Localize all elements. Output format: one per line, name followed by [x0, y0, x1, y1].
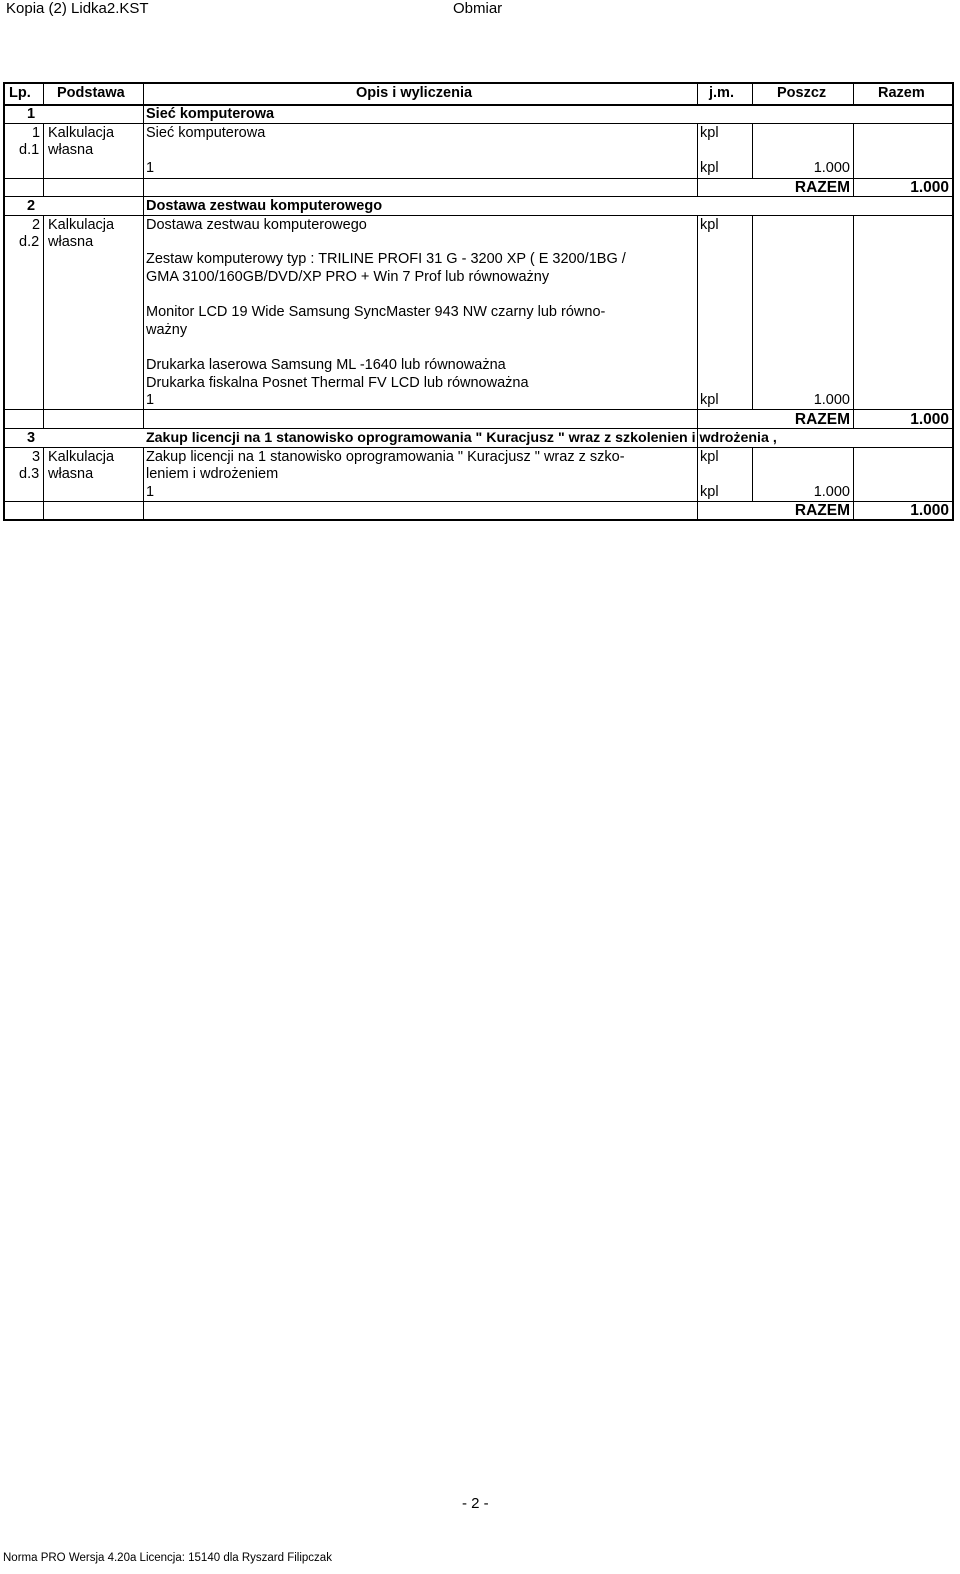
calc-quantity: 1	[146, 484, 155, 500]
software-license-info: Norma PRO Wersja 4.20a Licencja: 15140 dla Ryszard Filipczak	[3, 1552, 332, 1564]
position-description: Zakup licencji na 1 stanowisko oprogramowania " Kuracjusz " wraz z szko-	[146, 449, 625, 465]
column-divider	[143, 104, 144, 196]
column-divider	[752, 123, 753, 178]
header-razem: Razem	[878, 85, 925, 101]
column-divider	[43, 82, 44, 105]
calc-unit: kpl	[700, 484, 719, 500]
column-divider	[853, 82, 854, 105]
column-divider	[143, 82, 144, 105]
basis-label: własna	[48, 234, 94, 250]
position-subnumber: d.3	[19, 466, 40, 482]
header-opis: Opis i wyliczenia	[356, 85, 473, 101]
column-divider	[697, 123, 698, 196]
position-description: ważny	[146, 322, 188, 338]
position-description: Dostawa zestwau komputerowego	[146, 217, 367, 233]
group-title: Sieć komputerowa	[146, 106, 275, 122]
calc-quantity: 1	[146, 392, 155, 408]
position-unit: kpl	[700, 217, 719, 233]
position-unit: kpl	[700, 449, 719, 465]
row-divider	[3, 123, 954, 124]
total-value: 1.000	[910, 179, 949, 196]
group-title: Dostawa zestwau komputerowego	[146, 198, 383, 214]
calc-quantity: 1	[146, 160, 155, 176]
column-divider	[697, 82, 698, 105]
calc-value: 1.000	[813, 484, 850, 500]
position-description: Drukarka laserowa Samsung ML -1640 lub równoważna	[146, 357, 506, 373]
column-divider	[697, 215, 698, 428]
position-subnumber: d.2	[19, 234, 40, 250]
document-file-name: Kopia (2) Lidka2.KST	[6, 0, 149, 17]
position-number: 1	[32, 125, 41, 141]
position-description: Drukarka fiskalna Posnet Thermal FV LCD lub równoważna	[146, 375, 529, 391]
header-lp: Lp.	[9, 85, 31, 101]
basis-label: Kalkulacja	[48, 449, 115, 465]
column-divider	[853, 123, 854, 196]
position-number: 3	[32, 449, 41, 465]
calc-unit: kpl	[700, 392, 719, 408]
group-number: 2	[27, 198, 36, 214]
column-divider	[752, 215, 753, 409]
total-label: RAZEM	[794, 179, 850, 196]
column-divider	[143, 447, 144, 520]
column-divider	[143, 196, 144, 428]
column-divider	[752, 447, 753, 501]
total-label: RAZEM	[794, 411, 850, 428]
column-divider	[853, 215, 854, 428]
calc-value: 1.000	[813, 160, 850, 176]
row-divider	[3, 409, 954, 410]
header-poszcz: Poszcz	[777, 85, 827, 101]
basis-label: Kalkulacja	[48, 217, 115, 233]
total-value: 1.000	[910, 502, 949, 519]
column-divider	[43, 123, 44, 196]
calc-value: 1.000	[813, 392, 850, 408]
table-top-border	[3, 82, 954, 84]
total-label: RAZEM	[794, 502, 850, 519]
position-description: Sieć komputerowa	[146, 125, 266, 141]
table-left-border	[3, 82, 5, 521]
group-number: 1	[27, 106, 36, 122]
position-description: Zestaw komputerowy typ : TRILINE PROFI 31 G - 3200 XP ( E 3200/1BG /	[146, 251, 626, 267]
table-right-border	[952, 82, 954, 521]
group-number: 3	[27, 430, 36, 446]
column-divider	[853, 447, 854, 520]
header-podstawa: Podstawa	[57, 85, 125, 101]
position-unit: kpl	[700, 125, 719, 141]
basis-label: własna	[48, 466, 94, 482]
row-divider	[3, 447, 954, 448]
basis-label: własna	[48, 142, 94, 158]
calc-unit: kpl	[700, 160, 719, 176]
position-number: 2	[32, 217, 41, 233]
row-divider	[3, 215, 954, 216]
header-jm: j.m.	[709, 85, 734, 101]
basis-label: Kalkulacja	[48, 125, 115, 141]
page-number: - 2 -	[462, 1495, 489, 1512]
column-divider	[43, 447, 44, 520]
column-divider	[43, 215, 44, 428]
position-description: GMA 3100/160GB/DVD/XP PRO + Win 7 Prof lub równoważny	[146, 269, 550, 285]
column-divider	[752, 82, 753, 105]
position-subnumber: d.1	[19, 142, 40, 158]
document-section-title: Obmiar	[453, 0, 503, 17]
position-description: Monitor LCD 19 Wide Samsung SyncMaster 943 NW czarny lub równo-	[146, 304, 606, 320]
group-title: Zakup licencji na 1 stanowisko oprogramowania " Kuracjusz " wraz z szkolenien i wdrożenia ,	[146, 430, 777, 446]
position-description: leniem i wdrożeniem	[146, 466, 279, 482]
total-value: 1.000	[910, 411, 949, 428]
